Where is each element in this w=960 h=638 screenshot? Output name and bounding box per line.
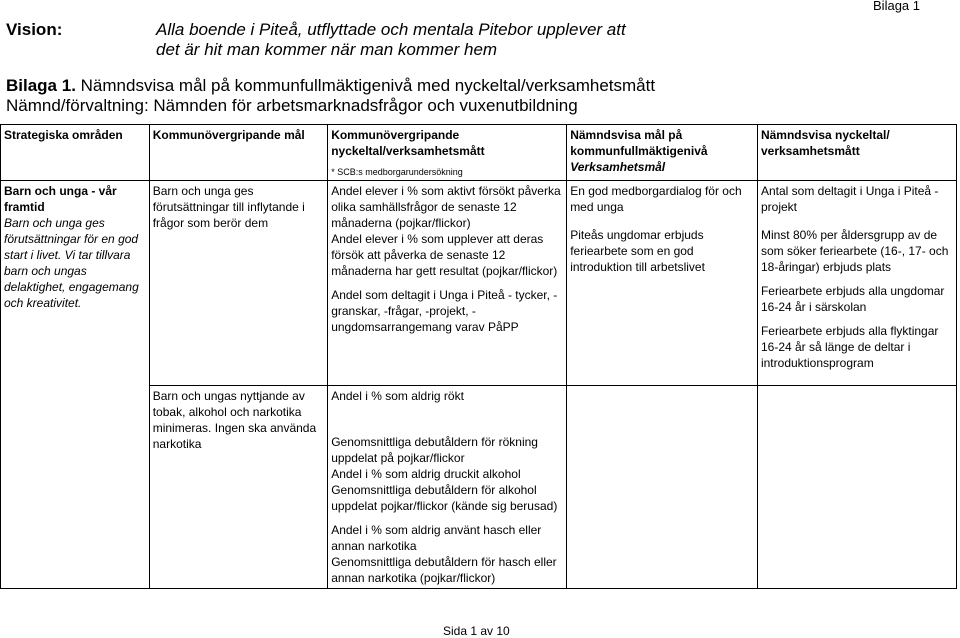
heading-prefix: Bilaga 1. bbox=[6, 76, 76, 95]
committee-goal-cell bbox=[567, 181, 758, 386]
spacer bbox=[331, 514, 563, 522]
spacer bbox=[331, 404, 563, 434]
strategic-area-description: Barn och unga ges förutsättningar för en god start i livet. Vi tar tillvara barn och ungas delaktighet, engagemang och kreativitet. bbox=[4, 216, 139, 310]
vision-label: Vision: bbox=[6, 20, 63, 39]
committee-kpi-item: Minst 80% per åldersgrupp av de som söker feriearbete (16-, 17- och 18-åringar) erbjuds plats bbox=[760, 228, 949, 274]
header-kpi-line-2: nyckeltal/verksamhetsmått bbox=[331, 144, 485, 158]
kpi-item: Andel som deltagit i Unga i Piteå - tycker, -granskar, -frågar, -projekt, -ungdomsarrangemang varav PåPP bbox=[331, 288, 558, 334]
strategic-area-title: Barn och unga - vår framtid bbox=[4, 184, 117, 214]
municipal-kpi-cell bbox=[328, 386, 567, 589]
spacer bbox=[761, 215, 953, 227]
header-committee-kpis bbox=[757, 125, 956, 181]
municipal-goal-cell: Barn och unga ges förutsättningar till inflytande i frågor som berör dem bbox=[149, 181, 327, 386]
header-municipal-kpis bbox=[328, 125, 567, 181]
vision-line-1: Alla boende i Piteå, utflyttade och mentala Pitebor upplever att bbox=[156, 20, 626, 39]
table-header-row bbox=[1, 125, 957, 181]
kpi-item: Andel i % som aldrig druckit alkohol bbox=[331, 467, 521, 481]
goals-table bbox=[0, 124, 957, 589]
vision-line-2: det är hit man kommer när man kommer hem bbox=[156, 40, 498, 59]
kpi-item: Andel elever i % som aktivt försökt påverka olika samhällsfrågor de senaste 12 månaderna (pojkar/flickor) bbox=[331, 184, 561, 230]
header-kpi-line-1: Kommunövergripande bbox=[331, 128, 460, 142]
appendix-label: Bilaga 1 bbox=[873, 0, 920, 13]
kpi-item: Genomsnittliga debutåldern för hasch eller annan narkotika (pojkar/flickor) bbox=[331, 555, 557, 585]
municipal-goal-cell: Barn och ungas nyttjande av tobak, alkohol och narkotika minimeras. Ingen ska använda narkotika bbox=[149, 386, 327, 589]
kpi-item: Genomsnittliga debutåldern för alkohol uppdelat pojkar/flickor (kände sig berusad) bbox=[331, 483, 558, 513]
spacer bbox=[331, 279, 563, 287]
header-municipal-goals: Kommunövergripande mål bbox=[149, 125, 327, 181]
committee-kpi-cell bbox=[757, 386, 956, 589]
kpi-item: Genomsnittliga debutåldern för rökning uppdelat på pojkar/flickor bbox=[331, 435, 538, 465]
header-goal-line-3: Verksamhetsmål bbox=[570, 160, 666, 174]
spacer bbox=[761, 315, 953, 323]
committee-goal-item: En god medborgardialog för och med unga bbox=[570, 184, 742, 214]
committee-kpi-item: Antal som deltagit i Unga i Piteå - projekt bbox=[760, 184, 939, 214]
committee-goal-cell bbox=[567, 386, 758, 589]
page-number: Sida 1 av 10 bbox=[443, 624, 510, 638]
header-goal-line-1: Nämndsvisa mål på bbox=[570, 128, 683, 142]
header-nkpi-line-1: Nämndsvisa nyckeltal/ bbox=[760, 128, 890, 142]
kpi-item: Andel elever i % som upplever att deras försök att påverka de senaste 12 månaderna har gett resultat (pojkar/flickor) bbox=[331, 232, 558, 278]
document-heading bbox=[6, 76, 655, 96]
heading-text: Nämndsvisa mål på kommunfullmäktigenivå med nyckeltal/verksamhetsmått bbox=[75, 76, 656, 95]
spacer bbox=[570, 215, 754, 227]
header-committee-goals bbox=[567, 125, 758, 181]
committee-goal-item: Piteås ungdomar erbjuds feriearbete som en god introduktion till arbetslivet bbox=[570, 228, 705, 274]
header-nkpi-line-2: verksamhetsmått bbox=[760, 144, 860, 158]
committee-heading: Nämnd/förvaltning: Nämnden för arbetsmarknadsfrågor och vuxenutbildning bbox=[6, 96, 578, 115]
header-goal-line-2: kommunfullmäktigenivå bbox=[570, 144, 708, 158]
committee-kpi-cell bbox=[757, 181, 956, 386]
header-kpi-note: * SCB:s medborgarundersökning bbox=[331, 167, 463, 177]
committee-kpi-item: Feriearbete erbjuds alla flyktingar 16-24 år så länge de deltar i introduktionsprogram bbox=[760, 324, 939, 370]
kpi-item: Andel i % som aldrig använt hasch eller annan narkotika bbox=[331, 523, 542, 553]
municipal-kpi-cell bbox=[328, 181, 567, 386]
strategic-area-cell bbox=[1, 181, 150, 589]
kpi-item: Andel i % som aldrig rökt bbox=[331, 389, 464, 403]
table-row bbox=[1, 181, 957, 386]
vision-statement bbox=[156, 20, 626, 60]
committee-kpi-item: Feriearbete erbjuds alla ungdomar 16-24 år i särskolan bbox=[760, 284, 945, 314]
spacer bbox=[761, 275, 953, 283]
header-strategic-areas: Strategiska områden bbox=[1, 125, 150, 181]
